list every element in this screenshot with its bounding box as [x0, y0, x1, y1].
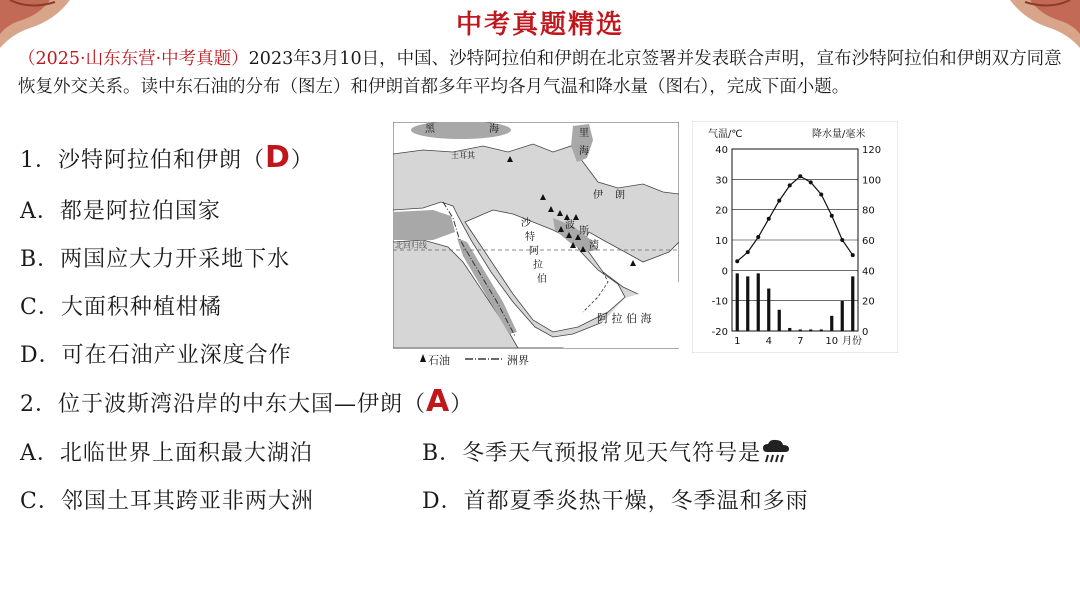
temp-tick-label: -20 [711, 327, 728, 338]
map-label-arabian-sea: 阿 拉 伯 海 [597, 312, 652, 325]
precip-bar [851, 276, 854, 331]
map-label-iran2: 朗 [615, 190, 625, 201]
precip-tick-label: 100 [862, 175, 882, 187]
map-label-saudi-0: 沙 [521, 218, 531, 229]
q2-option-c: C．邻国土耳其跨亚非两大洲 [20, 489, 314, 514]
precip-bar [799, 329, 802, 331]
q1-option-a: A．都是阿拉伯国家 [20, 199, 221, 224]
precip-bar [841, 301, 844, 331]
map-label-sea1: 海 [489, 124, 499, 135]
temperature-point [777, 199, 781, 203]
page-title: 中考真题精选 [455, 10, 624, 40]
map-label-tropic: 北回归线 [395, 241, 427, 250]
temp-tick-label: 40 [715, 145, 728, 156]
q2-close: ） [450, 392, 474, 417]
precip-tick-label: 60 [862, 236, 875, 247]
precip-tick-label: 0 [862, 327, 869, 338]
precip-tick-label: 40 [862, 266, 875, 278]
q1-option-b: B．两国应大力开采地下水 [20, 247, 291, 272]
precip-bar [830, 316, 833, 331]
map-label-gulf-0: 波 [565, 220, 575, 231]
precip-bar [746, 276, 749, 331]
temperature-point [809, 180, 813, 184]
temperature-point [819, 193, 823, 197]
temperature-point [767, 217, 771, 221]
temp-tick-label: 10 [715, 236, 728, 247]
q2-option-d: D．首都夏季炎热干燥，冬季温和多雨 [422, 489, 809, 514]
q1-stem-text: 1．沙特阿拉伯和伊朗（ [20, 148, 265, 173]
question-intro [18, 45, 1062, 101]
rain-cloud-icon [761, 438, 791, 464]
q2-option-b [422, 436, 791, 467]
month-tick-label: 7 [797, 336, 804, 347]
temperature-point [851, 253, 855, 257]
map-label-saudi-4: 伯 [537, 274, 547, 285]
map-label-iran1: 伊 [593, 190, 603, 201]
precip-bar [820, 329, 823, 331]
q2-stem-text: 2．位于波斯湾沿岸的中东大国—伊朗（ [20, 392, 426, 417]
climate-chart [692, 121, 898, 353]
q1-answer: D [265, 140, 291, 175]
temperature-point [788, 183, 792, 187]
temp-tick-label: -10 [711, 296, 728, 308]
month-tick-label: 1 [734, 336, 741, 347]
q2-option-b-text: B．冬季天气预报常见天气符号是 [422, 441, 762, 466]
temp-tick-label: 0 [721, 266, 728, 278]
temperature-point [840, 238, 844, 242]
precip-bar [767, 289, 770, 331]
precip-tick-label: 120 [862, 145, 882, 156]
map-label-gulf-2: 湾 [589, 240, 599, 251]
map-label-saudi-1: 特 [525, 232, 535, 243]
q1-option-c: C．大面积种植柑橘 [20, 295, 222, 320]
temperature-point [756, 235, 760, 239]
map-label-saudi-3: 拉 [533, 260, 543, 271]
chart-xlabel: 月份 [842, 336, 862, 347]
month-tick-label: 10 [825, 336, 839, 347]
chart-ylabel-right: 降水量/毫米 [812, 129, 866, 140]
question-source: （2025·山东东营·中考真题） [18, 49, 249, 69]
legend-oil-label: 石油 [428, 354, 450, 367]
map-label-caspian1: 里 [579, 128, 589, 139]
map-label-black: 黑 [425, 124, 435, 135]
map-label-gulf-1: 斯 [579, 226, 589, 237]
map-label-caspian2: 海 [579, 146, 589, 157]
middle-east-oil-map [393, 122, 679, 370]
month-tick-label: 4 [765, 336, 772, 347]
temperature-point [746, 250, 750, 254]
precip-tick-label: 20 [862, 296, 875, 308]
precip-bar [809, 329, 812, 331]
precip-bar [788, 328, 791, 331]
precip-bar [757, 273, 760, 331]
temp-tick-label: 20 [715, 205, 728, 217]
temp-tick-label: 30 [715, 175, 728, 187]
temperature-point [798, 174, 802, 178]
q2-option-a: A．北临世界上面积最大湖泊 [20, 441, 313, 466]
q2-stem [20, 384, 473, 419]
chart-ylabel-left: 气温/℃ [708, 129, 743, 140]
precip-bar [736, 273, 739, 331]
temperature-point [830, 214, 834, 218]
q1-stem [20, 140, 314, 175]
q2-answer: A [426, 384, 451, 419]
precip-tick-label: 80 [862, 205, 875, 217]
map-label-turkey: 土耳其 [451, 151, 475, 160]
intro-text: 2023年3月10日，中国、沙特阿拉伯和伊朗在北京签署并发表联合声明，宣布沙特阿拉伯和伊朗双方同意恢复外交关系。读中东石油的分布（图左）和伊朗首都多年平均各月气温和降水量（图右），完成下面小题。 [18, 49, 1062, 97]
q1-option-d: D．可在石油产业深度合作 [20, 343, 292, 368]
map-label-saudi-2: 阿 [529, 246, 539, 257]
legend-border-label: 洲界 [507, 354, 529, 367]
q1-close: ） [290, 148, 314, 173]
precip-bar [778, 310, 781, 331]
temperature-point [735, 259, 739, 263]
